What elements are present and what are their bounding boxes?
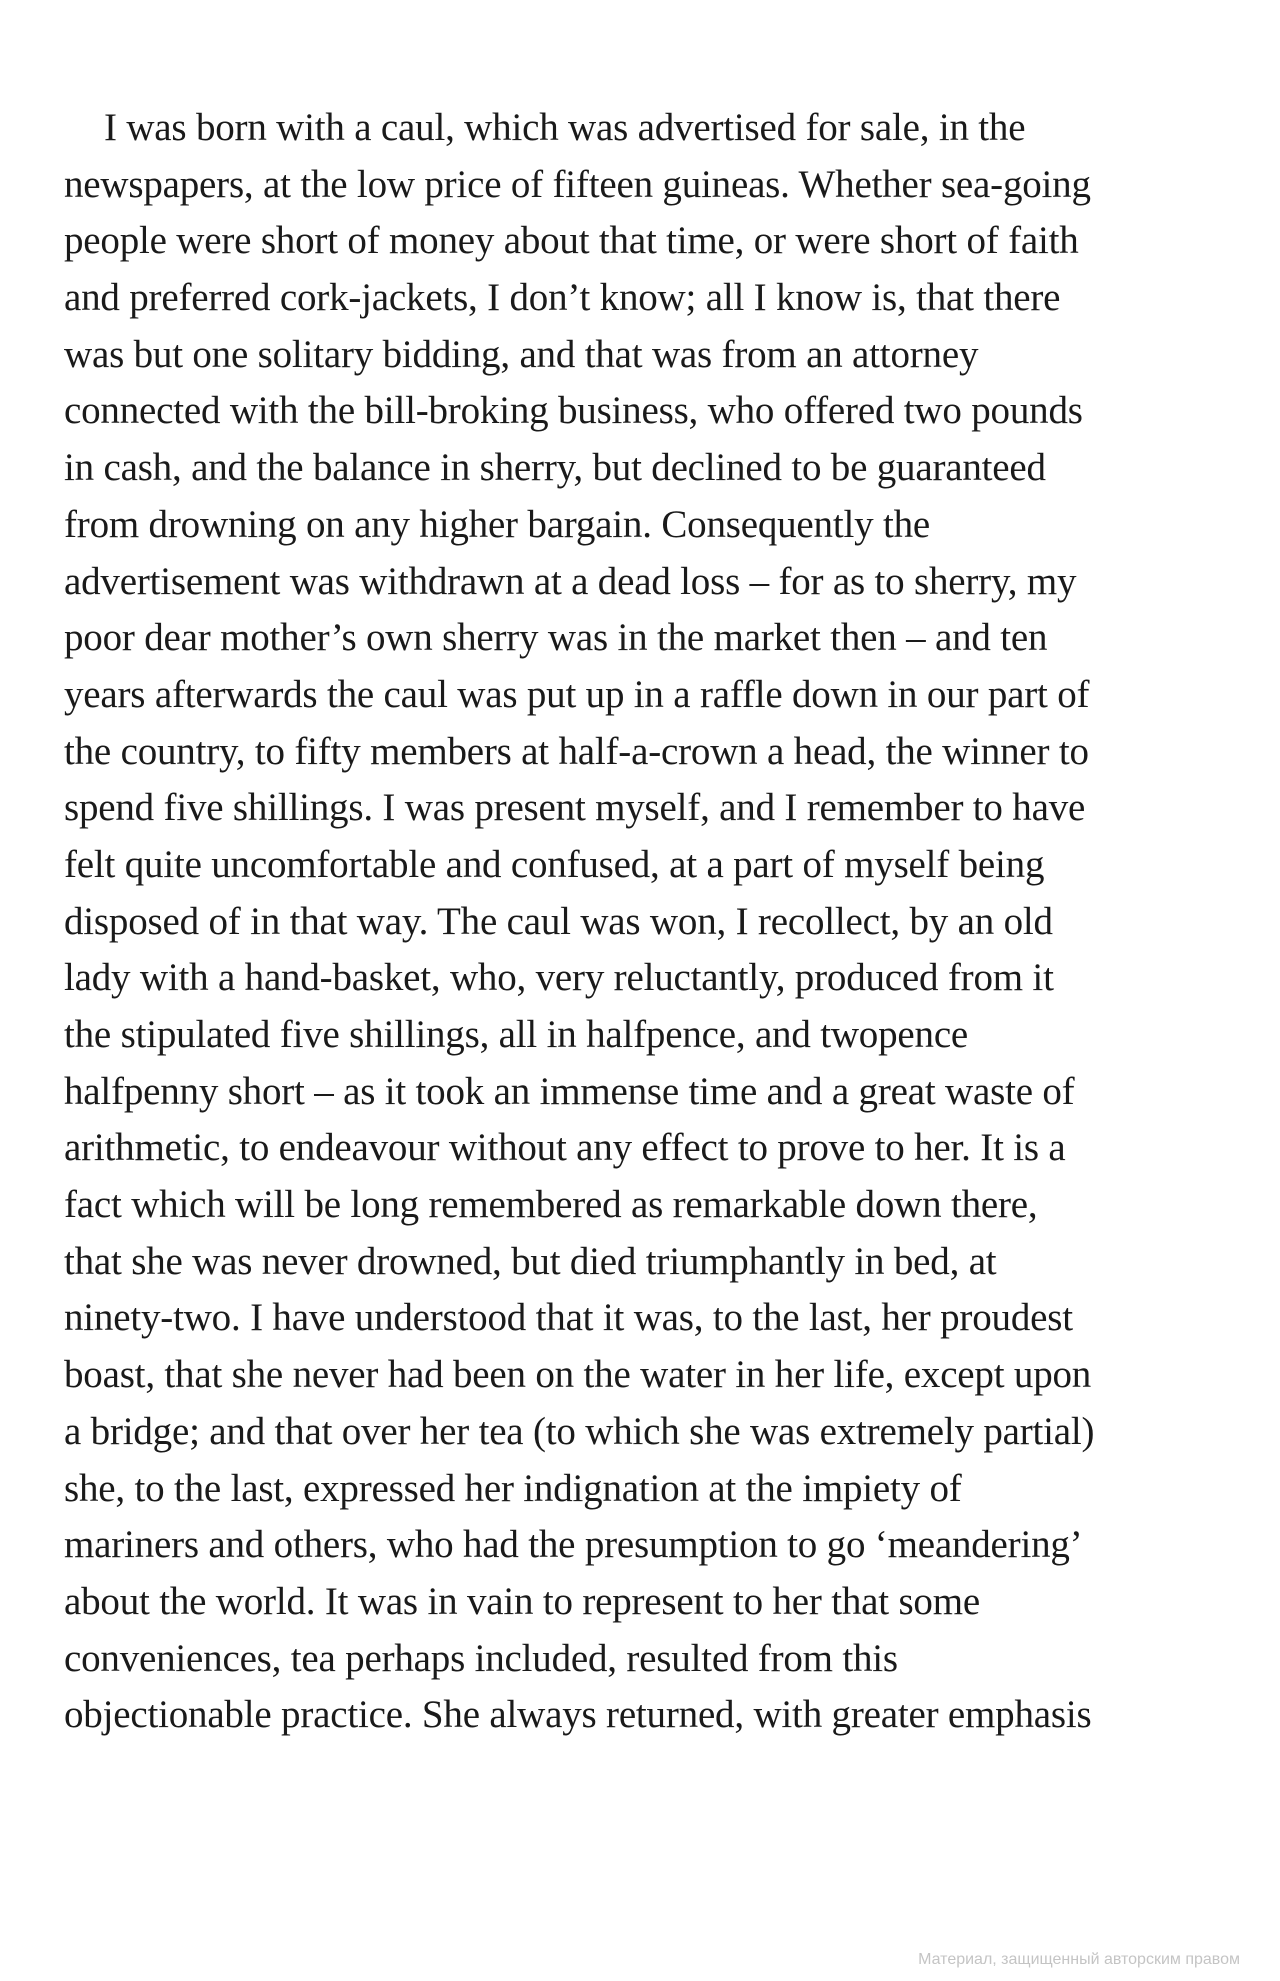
text-line: arithmetic, to endeavour without any effect to prove to her. It is a — [64, 1126, 1066, 1170]
text-line: boast, that she never had been on the water in her life, except upon — [64, 1353, 1092, 1397]
text-line: fact which will be long remembered as remarkable down there, — [64, 1183, 1038, 1227]
text-line: disposed of in that way. The caul was won, I recollect, by an old — [64, 899, 1053, 943]
text-line: mariners and others, who had the presumption to go ‘meandering’ — [64, 1523, 1083, 1567]
text-line: and preferred cork-jackets, I don’t know; all I know is, that there — [64, 276, 1061, 320]
text-line: the stipulated five shillings, all in halfpence, and twopence — [64, 1013, 969, 1056]
text-line: was but one solitary bidding, and that was from an attorney — [64, 332, 979, 376]
text-line: a bridge; and that over her tea (to which she was extremely partial) — [64, 1409, 1095, 1453]
text-line: the country, to fifty members at half-a-crown a head, the winner to — [64, 729, 1089, 773]
text-line: poor dear mother’s own sherry was in the market then – and ten — [64, 616, 1048, 660]
copyright-watermark: Материал, защищенный авторским правом — [918, 1951, 1240, 1968]
text-line: in cash, and the balance in sherry, but declined to be guaranteed — [64, 446, 1046, 490]
text-line: felt quite uncomfortable and confused, at a part of myself being — [64, 842, 1045, 886]
text-line: from drowning on any higher bargain. Consequently the — [64, 502, 931, 546]
text-line: I was born with a caul, which was advertised for sale, in the — [104, 106, 1026, 149]
text-line: conveniences, tea perhaps included, resulted from this — [64, 1636, 898, 1680]
text-line: lady with a hand-basket, who, very reluctantly, produced from it — [64, 956, 1054, 1000]
text-line: connected with the bill-broking business, who offered two pounds — [64, 389, 1083, 433]
text-line: objectionable practice. She always returned, with greater emphasis — [64, 1693, 1092, 1737]
text-line: ninety-two. I have understood that it was, to the last, her proudest — [64, 1296, 1073, 1340]
text-line: people were short of money about that time, or were short of faith — [64, 219, 1079, 263]
text-line: years afterwards the caul was put up in a raffle down in our part of — [64, 672, 1090, 716]
text-line: advertisement was withdrawn at a dead loss – for as to sherry, my — [64, 559, 1077, 603]
text-line: she, to the last, expressed her indignation at the impiety of — [64, 1466, 962, 1510]
text-line: halfpenny short – as it took an immense time and a great waste of — [64, 1069, 1075, 1113]
text-line: about the world. It was in vain to represent to her that some — [64, 1579, 980, 1623]
text-line: spend five shillings. I was present myself, and I remember to have — [64, 786, 1086, 830]
body-text — [64, 100, 1244, 1744]
text-line: that she was never drowned, but died triumphantly in bed, at — [64, 1239, 997, 1283]
text-line: newspapers, at the low price of fifteen guineas. Whether sea-going — [64, 162, 1091, 206]
